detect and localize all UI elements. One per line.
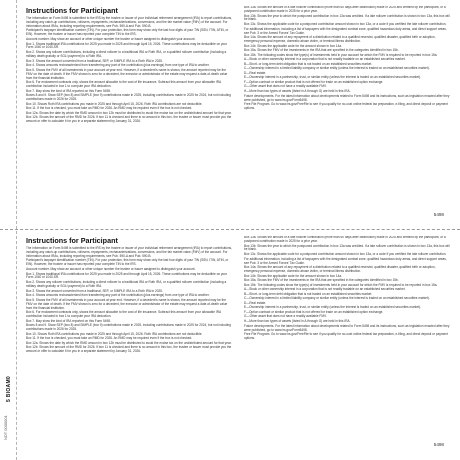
instruction-paragraph: F—Option contract or similar product that is not offered for trade on an established option exchange. (244, 309, 384, 314)
instruction-paragraph: B—Short- or long-term debt obligation that is not traded on an established securities market. (244, 291, 373, 296)
instruction-paragraph: Box 13b. Shows the year to which the postponed contribution in box 13a was credited. If a late rollover contribution is shown in box 13a, this box will be blank. (244, 243, 450, 252)
instruction-paragraph: Box 15a. Shows the FMV of the investments in the IRA that are specified in the categories identified in box 15b. (244, 278, 399, 283)
instruction-paragraph: H—More than two types of assets (listed in A through G) are held in this IRA. (244, 89, 351, 94)
form-number: 5498 (433, 212, 444, 217)
form-number: 5498 (433, 442, 444, 447)
instruction-paragraph: Box 7. May show the kind of IRA reported on this Form 5498. (26, 318, 111, 323)
instruction-paragraph: Box 2. Shows any rollover contributions, including a direct rollover to a traditional IRA or Roth IRA, or a qualified rollover contribution (including a military death gratuity or SGLI payment) to a Roth IRA. (26, 50, 227, 58)
instruction-paragraph: Box 10. Shows Roth IRA contributions you made in 2025 and through April 15, 2026. Roth IRA contributions are not deductible. (26, 331, 203, 336)
instruction-paragraph: H—More than two types of assets (listed in A through G) are held in this IRA. (244, 319, 351, 324)
instruction-paragraph: Box 1. Shows traditional IRA contributions for 2025 you made in 2025 and through April 15, 2026. These contributions may be deductible on your Form 1040 or 1040-SR. (26, 41, 228, 50)
instruction-paragraph: Box 6. For endowment contracts only, shows the amount allocable to the cost of life insurance. Subtract this amount from your allowable IRA contribution included in box 1 to compute your IRA deduction. (26, 310, 221, 318)
instruction-paragraph: Box 3. Shows the amount converted from a traditional, SEP, or SIMPLE IRA to a Roth IRA in 2025. (26, 288, 163, 293)
instruction-paragraph: Box 14a. Shows the amount of any repayment of a distribution related to a qualified reservist, qualified disaster, qualified birth or adoption, emergency personal expense, domestic abuse victim, or terminal illness distribution. (244, 35, 436, 43)
instruction-paragraph: C—Ownership interest in a limited liability company or similar entity (unless the interest is traded on an established securities market). (244, 66, 430, 71)
instruction-paragraph: Free File Program. Go to www.irs.gov/FreeFile to see if you qualify for no-cost online federal tax preparation, e-filing, and direct deposit or payment options. (244, 102, 448, 111)
instruction-paragraph: The information on Form 5498 is submitted to the IRS by the trustee or issuer of your individual retirement arrangement (IRA) to report contributions, including any catch-up contributions, rollovers, repayments, recharacterizations, conversions, and the fair market value (FMV) of the account. For information about IRAs, including reporting requirements, see Pub. 590-A and Pub. 590-B. (26, 246, 232, 258)
instruction-paragraph: Boxes 8 and 9. Show SEP (box 8) and SIMPLE (box 9) contributions made in 2025, including contributions made in 2025 for 2024, but not including contributions made in 2026 for 2025. (26, 323, 231, 332)
instruction-paragraph: The information on Form 5498 is submitted to the IRS by the trustee or issuer of your individual retirement arrangement (IRA) to report contributions, including any catch-up contributions, rollovers, repayments, recharacterizations, conversions, and the fair market value (FMV) of the account. For information about IRAs, including reporting requirements, see Pub. 590-A and Pub. 590-B. (26, 16, 232, 28)
instruction-paragraph: Future developments. For the latest information about developments related to Form 5498 and its instructions, such as legislation enacted after they were published, go to www.irs.gov/Form5498. (244, 93, 450, 102)
instruction-paragraph: Box 13c. Shows the applicable code for a postponed contribution amount shown in box 13a, or a code if you certified the late rollover contribution. (244, 22, 447, 26)
instruction-paragraph: Box 3. Shows the amount converted from a traditional, SEP, or SIMPLE IRA to a Roth IRA in 2025. (26, 58, 163, 63)
instruction-paragraph: Box 5. Shows the FMV of all investments in your account at year end. However, if a decedent's name is shown, the amount reported may be the FMV on the date of death. If the FMV shown is zero for a decedent, the executor or administrator of the estate may request a date-of-death value from the financial institution. (26, 67, 228, 80)
instruction-paragraph: Participant's taxpayer identification number (TIN). For your protection, this form may show only the last four digits of your TIN (SSN, ITIN, ATIN, or EIN). However, the trustee or issuer has reported your complete TIN to the IRS. (26, 28, 229, 37)
instruction-paragraph: Box 15b. The following codes show the type(s) of investments held in your account for which the FMV is required to be reported in box 15a. (244, 282, 438, 287)
instruction-paragraph: G—Other asset that does not have a readily available FMV. (244, 84, 327, 89)
instruction-paragraph: Box 11. If the box is checked, you must take an RMD for 2026. An RMD may be required even if the box is not checked. (26, 106, 193, 111)
instruction-paragraph: Box 7. May show the kind of IRA reported on this Form 5498. (26, 88, 111, 93)
instructions-right-column (244, 236, 450, 342)
instruction-paragraph: Box 14b. Shows the applicable code for the amount shown in box 14a. (244, 43, 342, 48)
instruction-paragraph: Box 5. Shows the FMV of all investments in your account at year end. However, if a decedent's name is shown, the amount reported may be the FMV on the date of death. If the FMV shown is zero for a decedent, the executor or administrator of the estate may request a date-of-death value from the financial institution. (26, 297, 228, 310)
instruction-paragraph: A—Stock or other ownership interest in a corporation that is not readily tradable on an established securities market. (244, 287, 406, 292)
instruction-paragraph: Participant's taxpayer identification number (TIN). For your protection, this form may show only the last four digits of your TIN (SSN, ITIN, ATIN, or EIN). However, the trustee or issuer has reported your complete TIN to the IRS. (26, 258, 229, 267)
instruction-paragraph: Box 15b. The following codes show the type(s) of investments held in your account for which the FMV is required to be reported in box 15a. (244, 52, 438, 57)
instructions-title: Instructions for Participant (26, 6, 118, 15)
instruction-paragraph: Box 1. Shows traditional IRA contributions for 2025 you made in 2025 and through April 15, 2026. These contributions may be deductible on your Form 1040 or 1040-SR. (26, 271, 228, 280)
instruction-paragraph: Box 14a. Shows the amount of any repayment of a distribution related to a qualified reservist, qualified disaster, qualified birth or adoption, emergency personal expense, domestic abuse victim, or terminal illness distribution. (244, 265, 436, 273)
instructions-right-column (244, 6, 450, 112)
instruction-paragraph: Box 13a. Shows the amount of a late rollover contribution (more than 60 days after distribution) made in 2025 and certified by the participant, or a postponed contribution made in 2025 for a prior year. (244, 236, 446, 243)
instructions-panel-top (26, 6, 450, 220)
instruction-paragraph: Account number. May show an account or other unique number the trustee or issuer assigned to distinguish your account. (26, 266, 196, 271)
instruction-paragraph: Box 12a. Shows the date by which the RMD amount in box 12b must be distributed to avoid the excise tax on the undistributed amount for that year. (26, 110, 232, 115)
instruction-paragraph: Boxes 8 and 9. Show SEP (box 8) and SIMPLE (box 9) contributions made in 2025, including contributions made in 2025 for 2024, but not including contributions made in 2026 for 2025. (26, 93, 231, 102)
instruction-paragraph: D—Real estate. (244, 300, 267, 305)
instruction-paragraph: A—Stock or other ownership interest in a corporation that is not readily tradable on an established securities market. (244, 57, 406, 62)
instruction-paragraph: Box 12b. Shows the amount of the RMD for 2026. If box 11 is checked and there is no amount in this box, the trustee or issuer must provide you the amount or offer to calculate it for you in a separate statement by January 31, 2026. (26, 115, 232, 124)
instruction-paragraph: Box 6. For endowment contracts only, shows the amount allocable to the cost of life insurance. Subtract this amount from your allowable IRA contribution included in box 1 to compute your IRA deduction. (26, 80, 221, 88)
instructions-title: Instructions for Participant (26, 236, 118, 245)
instructions-left-column (26, 17, 232, 125)
instruction-paragraph: Box 13b. Shows the year to which the postponed contribution in box 13a was credited. If a late rollover contribution is shown in box 13a, this box will be blank. (244, 13, 450, 22)
instruction-paragraph: Box 10. Shows Roth IRA contributions you made in 2025 and through April 15, 2026. Roth IRA contributions are not deductible. (26, 101, 203, 106)
instruction-paragraph: Box 15a. Shows the FMV of the investments in the IRA that are specified in the categories identified in box 15b. (244, 48, 399, 53)
instruction-paragraph: E—Ownership interest in a partnership, trust, or similar entity (unless the interest is traded on an established securities market). (244, 305, 421, 310)
instruction-paragraph: E—Ownership interest in a partnership, trust, or similar entity (unless the interest is traded on an established securities market). (244, 75, 421, 80)
instruction-paragraph: Future developments. For the latest information about developments related to Form 5498 and its instructions, such as legislation enacted after they were published, go to www.irs.gov/Form5498. (244, 323, 450, 332)
margin-catalog-number: NDT 0000001 (3, 415, 8, 440)
instruction-paragraph: Box 13c. Shows the applicable code for a postponed contribution amount shown in box 13a, or a code if you certified the late rollover contribution. (244, 252, 447, 256)
instruction-paragraph: Box 13a. Shows the amount of a late rollover contribution (more than 60 days after distribution) made in 2025 and certified by the participant, or a postponed contribution made in 2025 for a prior year. (244, 6, 446, 13)
instruction-paragraph: G—Other asset that does not have a readily available FMV. (244, 314, 327, 319)
instruction-paragraph: F—Option contract or similar product that is not offered for trade on an established option exchange. (244, 79, 384, 84)
instruction-paragraph: Box 14b. Shows the applicable code for the amount shown in box 14a. (244, 273, 342, 278)
instructions-panel-bottom (26, 236, 450, 450)
horizontal-perforation (0, 229, 460, 230)
instruction-paragraph: Free File Program. Go to www.irs.gov/FreeFile to see if you qualify for no-cost online federal tax preparation, e-filing, and direct deposit or payment options. (244, 332, 448, 341)
instruction-paragraph: Box 11. If the box is checked, you must take an RMD for 2026. An RMD may be required even if the box is not checked. (26, 336, 193, 341)
instruction-paragraph: Account number. May show an account or other unique number the trustee or issuer assigned to distinguish your account. (26, 36, 196, 41)
left-perforation (16, 0, 17, 460)
instruction-paragraph: C—Ownership interest in a limited liability company or similar entity (unless the interest is traded on an established securities market). (244, 296, 430, 301)
instruction-paragraph: B—Short- or long-term debt obligation that is not traded on an established securities market. (244, 61, 373, 66)
instruction-paragraph: Box 12b. Shows the amount of the RMD for 2026. If box 11 is checked and there is no amount in this box, the trustee or issuer must provide you the amount or offer to calculate it for you in a separate statement by January 31, 2026. (26, 345, 232, 354)
instruction-paragraph: Box 2. Shows any rollover contributions, including a direct rollover to a traditional IRA or Roth IRA, or a qualified rollover contribution (including a military death gratuity or SGLI payment) to a Roth IRA. (26, 280, 227, 288)
instructions-left-column (26, 247, 232, 355)
margin-form-code: 5 BIOAM0 (6, 375, 12, 402)
instruction-paragraph: For additional information, including a list of taxpayers with the designated combat zone, qualified hazardous duty areas, and direct support areas, see Pub. 3 or the Armed Forces' Tax Guide. (244, 256, 447, 265)
instruction-paragraph: D—Real estate. (244, 70, 267, 75)
instruction-paragraph: Box 4. Shows amounts recharacterized from transferring any part of the contribution (plus earnings) from one type of IRA to another. (26, 63, 210, 68)
instruction-paragraph: Box 12a. Shows the date by which the RMD amount in box 12b must be distributed to avoid the excise tax on the undistributed amount for that year. (26, 340, 232, 345)
instruction-paragraph: Box 4. Shows amounts recharacterized from transferring any part of the contribution (plus earnings) from one type of IRA to another. (26, 293, 210, 298)
instruction-paragraph: For additional information, including a list of taxpayers with the designated combat zone, qualified hazardous duty areas, and direct support areas, see Pub. 3 or the Armed Forces' Tax Guide. (244, 26, 447, 35)
